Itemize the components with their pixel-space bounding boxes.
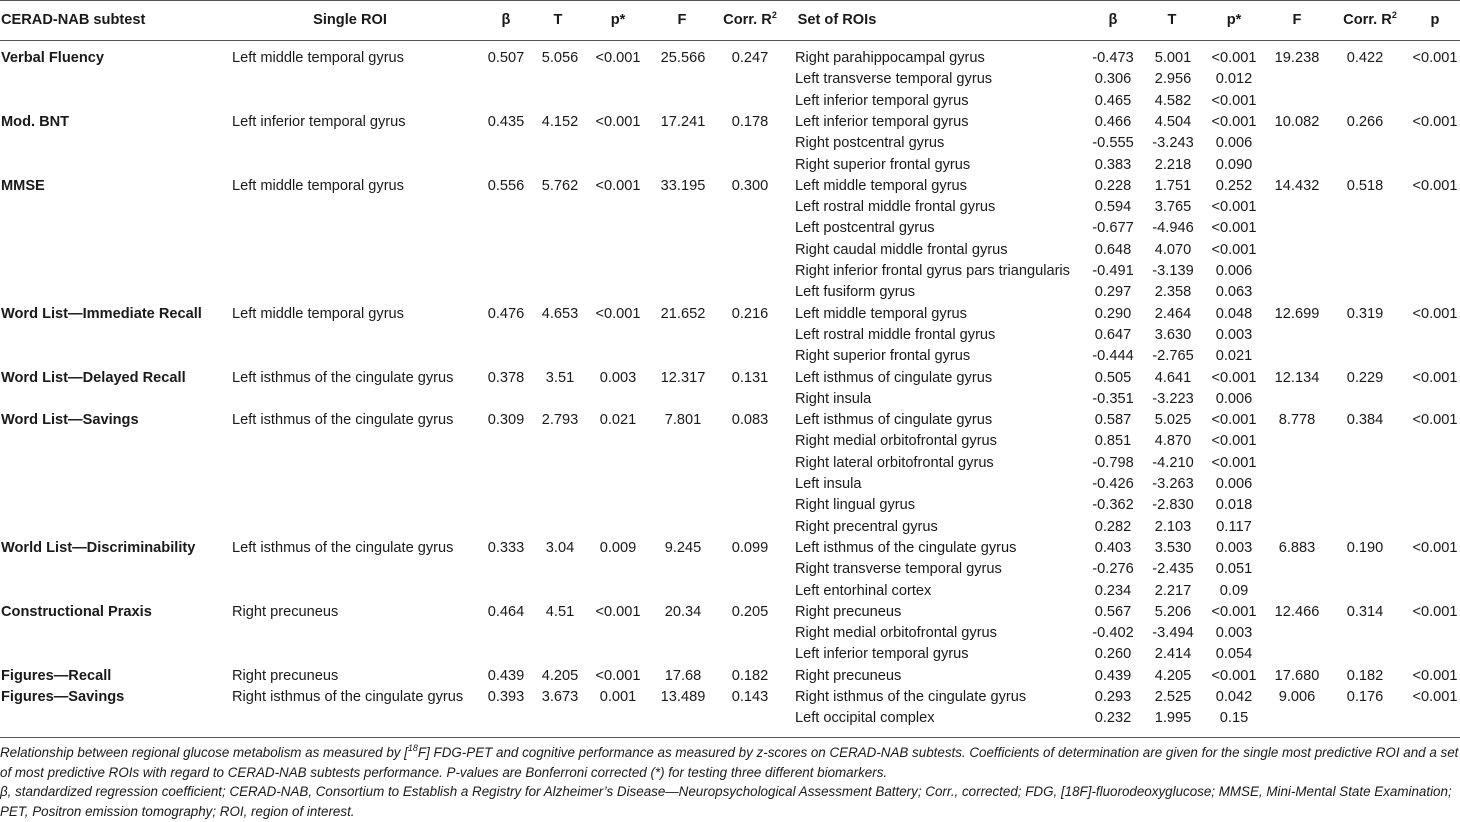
- table-row: [0, 218, 1460, 239]
- header-rule: [0, 40, 1460, 41]
- bottom-rule: [0, 737, 1460, 738]
- cell-p-set-roi: <0.001: [1211, 199, 1257, 216]
- header-p-star: p*: [610, 12, 626, 28]
- cell-set-roi: Left rostral middle frontal gyrus: [795, 199, 996, 216]
- cell-set-roi: Right medial orbitofrontal gyrus: [795, 625, 997, 642]
- header-corr-r2-sup: 2: [771, 10, 777, 20]
- cell-t-set: 5.025: [1154, 412, 1192, 429]
- cell-set-roi: Right precentral gyrus: [795, 518, 938, 535]
- cell-set-roi: Left occipital complex: [795, 710, 935, 727]
- cell-set-roi: Left isthmus of cingulate gyrus: [795, 369, 993, 386]
- cell-beta-set: 0.466: [1094, 113, 1132, 130]
- cell-single-roi: Left middle temporal gyrus: [232, 177, 404, 194]
- cell-t-set: 3.530: [1154, 539, 1192, 556]
- cell-p-set: <0.001: [1412, 305, 1458, 322]
- cell-t-set: 2.358: [1154, 284, 1192, 301]
- cell-beta-set: -0.555: [1092, 135, 1134, 152]
- cell-r2: 0.300: [731, 177, 769, 194]
- cell-beta: 0.333: [487, 539, 525, 556]
- cell-beta-set: -0.276: [1092, 561, 1134, 578]
- cell-t-set: 5.001: [1154, 50, 1192, 66]
- cell-set-roi: Left middle temporal gyrus: [795, 305, 967, 322]
- cell-r2-set: 0.319: [1346, 305, 1384, 322]
- cell-f-set: 12.466: [1274, 603, 1320, 620]
- cell-r2: 0.216: [731, 305, 769, 322]
- table-row: [0, 666, 1460, 687]
- cell-beta-set: 0.439: [1094, 667, 1132, 684]
- cell-beta-set: 0.567: [1094, 603, 1132, 620]
- cell-set-roi: Left rostral middle frontal gyrus: [795, 326, 996, 343]
- table-row: [0, 687, 1460, 708]
- cell-beta: 0.393: [487, 689, 525, 705]
- cell-set-roi: Right inferior frontal gyrus pars triangularis: [795, 263, 1070, 279]
- table-row: [0, 112, 1460, 133]
- cell-set-roi: Left transverse temporal gyrus: [795, 71, 993, 88]
- cell-beta: 0.464: [487, 603, 525, 620]
- cell-beta-set: 0.234: [1094, 582, 1132, 599]
- cell-f: 20.34: [664, 603, 702, 620]
- header-single-roi: Single ROI: [313, 12, 387, 28]
- cell-r2-set: 0.422: [1346, 50, 1384, 66]
- header-f-set: F: [1292, 12, 1302, 28]
- table-header: [0, 2, 1460, 38]
- cell-p-set-roi: 0.15: [1219, 710, 1249, 727]
- cell-subtest: World List—Discriminability: [1, 539, 196, 556]
- header-t-set: T: [1167, 12, 1177, 28]
- header-corr-r2-set: [1343, 2, 1397, 38]
- cell-p-set-roi: <0.001: [1211, 433, 1257, 450]
- table-row: [0, 155, 1460, 176]
- cell-set-roi: Right precuneus: [795, 603, 902, 620]
- cell-t: 3.673: [541, 689, 579, 705]
- cell-p-set-roi: <0.001: [1211, 220, 1257, 237]
- cell-r2: 0.247: [731, 50, 769, 66]
- cell-f-set: 12.699: [1274, 305, 1320, 322]
- cell-p: 0.003: [599, 369, 637, 386]
- header-corr-r2-set-label: Corr. R: [1343, 12, 1392, 28]
- cell-p-set-roi: 0.003: [1215, 326, 1253, 343]
- cell-f: 9.245: [664, 539, 702, 556]
- cell-beta: 0.435: [487, 113, 525, 130]
- cell-set-roi: Left postcentral gyrus: [795, 220, 935, 237]
- cell-t-set: 3.630: [1154, 326, 1192, 343]
- cell-t-set: -4.210: [1152, 454, 1194, 471]
- header-t: T: [553, 12, 563, 28]
- cell-beta-set: 0.260: [1094, 646, 1132, 663]
- cell-t-set: 5.206: [1154, 603, 1192, 620]
- cell-single-roi: Left isthmus of the cingulate gyrus: [232, 412, 454, 429]
- header-corr-r2-label: Corr. R: [723, 12, 772, 28]
- table-row: [0, 644, 1460, 665]
- cell-single-roi: Left middle temporal gyrus: [232, 305, 404, 322]
- cell-t-set: 2.217: [1154, 582, 1192, 599]
- cell-t-set: 4.070: [1154, 241, 1192, 258]
- cell-p-set: <0.001: [1412, 603, 1458, 620]
- cell-p: 0.001: [599, 689, 637, 705]
- cell-p: <0.001: [595, 603, 641, 620]
- cell-t-set: 4.582: [1154, 92, 1192, 109]
- cell-set-roi: Left insula: [795, 476, 862, 492]
- cell-f-set: 9.006: [1278, 689, 1316, 705]
- cell-subtest: Word List—Delayed Recall: [1, 369, 186, 386]
- caption: [0, 743, 1460, 782]
- cell-set-roi: Left entorhinal cortex: [795, 582, 932, 599]
- cell-t: 4.205: [541, 667, 579, 684]
- table-row: [0, 623, 1460, 644]
- cell-r2: 0.182: [731, 667, 769, 684]
- table-row: [0, 176, 1460, 197]
- cell-t-set: 2.525: [1154, 689, 1192, 705]
- cell-beta: 0.378: [487, 369, 525, 386]
- cell-single-roi: Right isthmus of the cingulate gyrus: [232, 689, 464, 705]
- cell-p-set-roi: 0.021: [1215, 348, 1253, 365]
- cell-set-roi: Right precuneus: [795, 667, 902, 684]
- table-row: [0, 91, 1460, 112]
- cell-t: 3.51: [545, 369, 575, 386]
- cell-set-roi: Left inferior temporal gyrus: [795, 113, 969, 130]
- table-notes: [0, 743, 1460, 821]
- cell-r2-set: 0.176: [1346, 689, 1384, 705]
- table-row: [0, 346, 1460, 367]
- table-row: [0, 304, 1460, 325]
- cell-f: 12.317: [660, 369, 706, 386]
- table-row: [0, 517, 1460, 538]
- cell-t-set: 2.956: [1154, 71, 1192, 88]
- cell-p-set-roi: 0.09: [1219, 582, 1249, 599]
- cell-p-set-roi: <0.001: [1211, 603, 1257, 620]
- cell-subtest: Word List—Immediate Recall: [1, 305, 202, 322]
- cell-p-set-roi: 0.003: [1215, 625, 1253, 642]
- cell-r2-set: 0.518: [1346, 177, 1384, 194]
- cell-p-set-roi: 0.006: [1215, 390, 1253, 407]
- cell-p-set: <0.001: [1412, 689, 1458, 705]
- cell-p-set-roi: 0.051: [1215, 561, 1253, 578]
- cell-single-roi: Left middle temporal gyrus: [232, 50, 404, 66]
- cell-p-set: <0.001: [1412, 50, 1458, 66]
- cell-t: 5.056: [541, 50, 579, 66]
- cell-t-set: 2.464: [1154, 305, 1192, 322]
- cell-subtest: MMSE: [1, 177, 45, 194]
- cell-p-set: <0.001: [1412, 369, 1458, 386]
- cell-t-set: 1.995: [1154, 710, 1192, 727]
- table-row: [0, 69, 1460, 90]
- cell-p-set: <0.001: [1412, 667, 1458, 684]
- cell-single-roi: Left inferior temporal gyrus: [232, 113, 406, 130]
- cell-t-set: 4.641: [1154, 369, 1192, 386]
- cell-f: 25.566: [660, 50, 706, 66]
- cell-t-set: -2.830: [1152, 497, 1194, 514]
- cell-set-roi: Right lingual gyrus: [795, 497, 916, 514]
- cell-p-set-roi: 0.012: [1215, 71, 1253, 88]
- cell-beta-set: -0.798: [1092, 454, 1134, 471]
- cell-subtest: Word List—Savings: [1, 412, 139, 429]
- cell-p-set-roi: 0.090: [1215, 156, 1253, 173]
- cell-set-roi: Left inferior temporal gyrus: [795, 646, 969, 663]
- cell-beta-set: 0.851: [1094, 433, 1132, 450]
- cell-r2: 0.143: [731, 689, 769, 705]
- table-row: [0, 602, 1460, 623]
- cell-beta: 0.556: [487, 177, 525, 194]
- cell-f-set: 19.238: [1274, 50, 1320, 66]
- cell-subtest: Figures—Savings: [1, 689, 125, 705]
- cell-p: 0.021: [599, 412, 637, 429]
- cell-t-set: -2.765: [1152, 348, 1194, 365]
- table-row: [0, 261, 1460, 282]
- cell-p: <0.001: [595, 177, 641, 194]
- cell-beta-set: -0.677: [1092, 220, 1134, 237]
- table-row: [0, 133, 1460, 154]
- cell-beta-set: -0.444: [1092, 348, 1134, 365]
- cell-beta: 0.507: [487, 50, 525, 66]
- cell-set-roi: Left isthmus of cingulate gyrus: [795, 412, 993, 429]
- cell-set-roi: Left isthmus of the cingulate gyrus: [795, 539, 1017, 556]
- cell-t-set: -3.139: [1152, 263, 1194, 279]
- cell-single-roi: Right precuneus: [232, 603, 339, 620]
- cell-set-roi: Right transverse temporal gyrus: [795, 561, 1002, 578]
- cell-t: 2.793: [541, 412, 579, 429]
- cell-beta-set: -0.491: [1092, 263, 1134, 279]
- cell-set-roi: Right postcentral gyrus: [795, 135, 945, 152]
- cell-p: <0.001: [595, 113, 641, 130]
- abbreviations: β, standardized regression coefficient; CERAD-NAB, Consortium to Establish a Registry for Alzheimer’s Disease—Neuropsychological Assessment Battery; Corr., corrected; FDG, [18F]-fluorodeoxyglucose; MMSE, Mini-Mental State Examination; PET, Positron emission tomography; ROI, region of interest.: [0, 784, 1452, 819]
- cell-r2-set: 0.190: [1346, 539, 1384, 556]
- cell-t-set: -3.223: [1152, 390, 1194, 407]
- cell-beta-set: 0.290: [1094, 305, 1132, 322]
- cell-beta-set: 0.228: [1094, 177, 1132, 194]
- cell-r2-set: 0.314: [1346, 603, 1384, 620]
- cell-t-set: 1.751: [1154, 177, 1192, 194]
- cell-f-set: 6.883: [1278, 539, 1316, 556]
- cell-t-set: 2.103: [1154, 518, 1192, 535]
- cell-t-set: -2.435: [1152, 561, 1194, 578]
- cell-beta-set: 0.293: [1094, 689, 1132, 705]
- cell-single-roi: Right precuneus: [232, 667, 339, 684]
- cell-t-set: -3.263: [1152, 476, 1194, 492]
- table-row: [0, 282, 1460, 303]
- top-rule: [0, 0, 1460, 1]
- table-row: [0, 368, 1460, 389]
- cell-p-set-roi: 0.042: [1215, 689, 1253, 705]
- cell-t: 4.152: [541, 113, 579, 130]
- cell-t: 5.762: [541, 177, 579, 194]
- cell-t-set: 3.765: [1154, 199, 1192, 216]
- cell-p-set: <0.001: [1412, 113, 1458, 130]
- cell-f-set: 14.432: [1274, 177, 1320, 194]
- cell-p: <0.001: [595, 667, 641, 684]
- cell-set-roi: Left middle temporal gyrus: [795, 177, 967, 194]
- header-corr-r2-set-sup: 2: [1391, 10, 1397, 20]
- header-corr-r2: [723, 2, 777, 38]
- cell-p: <0.001: [595, 305, 641, 322]
- cell-p-set-roi: 0.117: [1216, 518, 1252, 535]
- cell-r2: 0.205: [731, 603, 769, 620]
- cell-p-set-roi: 0.003: [1215, 539, 1253, 556]
- cell-beta-set: -0.473: [1092, 50, 1134, 66]
- cell-t-set: 2.414: [1154, 646, 1192, 663]
- cell-f: 21.652: [660, 305, 706, 322]
- cell-beta: 0.439: [487, 667, 525, 684]
- table-row: [0, 197, 1460, 218]
- cell-p-set-roi: 0.006: [1215, 135, 1253, 152]
- cell-r2-set: 0.384: [1346, 412, 1384, 429]
- table-row: [0, 708, 1460, 729]
- cell-p-set-roi: 0.054: [1215, 646, 1253, 663]
- cell-p-set-roi: 0.018: [1215, 497, 1253, 514]
- cell-t-set: 2.218: [1154, 156, 1192, 173]
- cell-t-set: -3.494: [1152, 625, 1194, 642]
- cell-set-roi: Right superior frontal gyrus: [795, 156, 971, 173]
- cell-r2: 0.083: [731, 412, 769, 429]
- cell-f: 33.195: [660, 177, 706, 194]
- cell-t-set: -4.946: [1152, 220, 1194, 237]
- caption-sup: 18: [407, 743, 418, 753]
- header-beta-set: β: [1108, 12, 1118, 28]
- caption-part2: F] FDG-PET and cognitive performance as measured by z-scores on CERAD-NAB subtests. Coefficients of determination are given for the single most predictive ROI and a set of most predictive ROIs with regard to CERAD-NAB subtests performance. P-values are Bonferroni corrected (*) for testing three different biomarkers.: [0, 745, 1459, 780]
- cell-subtest: Figures—Recall: [1, 667, 112, 684]
- table-row: [0, 431, 1460, 452]
- cell-beta-set: 0.465: [1094, 92, 1132, 109]
- cell-set-roi: Left inferior temporal gyrus: [795, 92, 969, 109]
- cell-r2-set: 0.229: [1346, 369, 1384, 386]
- cell-beta-set: 0.297: [1094, 284, 1132, 301]
- cell-set-roi: Right isthmus of the cingulate gyrus: [795, 689, 1027, 705]
- cell-p-set-roi: <0.001: [1211, 50, 1257, 66]
- table-row: [0, 48, 1460, 69]
- cell-p-set-roi: 0.252: [1215, 177, 1253, 194]
- cell-p-set-roi: <0.001: [1211, 667, 1257, 684]
- header-f: F: [677, 12, 687, 28]
- cell-beta-set: 0.403: [1094, 539, 1132, 556]
- cell-p-set: <0.001: [1412, 177, 1458, 194]
- cell-beta-set: 0.505: [1094, 369, 1132, 386]
- cell-t: 4.653: [541, 305, 579, 322]
- cell-beta: 0.476: [487, 305, 525, 322]
- cell-subtest: Verbal Fluency: [1, 50, 105, 66]
- cell-f-set: 8.778: [1278, 412, 1316, 429]
- cell-t: 4.51: [545, 603, 575, 620]
- cell-set-roi: Right medial orbitofrontal gyrus: [795, 433, 997, 450]
- cell-f: 17.241: [660, 113, 706, 130]
- cell-p: <0.001: [595, 50, 641, 66]
- cell-set-roi: Right parahippocampal gyrus: [795, 50, 985, 66]
- cell-p-set-roi: <0.001: [1211, 412, 1257, 429]
- header-subtest: CERAD-NAB subtest: [1, 12, 146, 28]
- cell-single-roi: Left isthmus of the cingulate gyrus: [232, 369, 454, 386]
- cell-beta-set: 0.594: [1094, 199, 1132, 216]
- cell-beta-set: 0.282: [1094, 518, 1132, 535]
- cell-beta-set: 0.647: [1094, 326, 1132, 343]
- cell-beta-set: -0.362: [1092, 497, 1134, 514]
- cell-beta-set: 0.306: [1094, 71, 1132, 88]
- cell-p-set-roi: <0.001: [1211, 241, 1257, 258]
- cell-beta-set: 0.232: [1094, 710, 1132, 727]
- cell-t: 3.04: [545, 539, 575, 556]
- table-row: [0, 453, 1460, 474]
- cell-p-set-roi: <0.001: [1211, 113, 1257, 130]
- cell-beta-set: 0.587: [1094, 412, 1132, 429]
- cell-p-set-roi: 0.006: [1215, 476, 1253, 492]
- cell-r2: 0.099: [731, 539, 769, 556]
- cell-p-set-roi: <0.001: [1211, 454, 1257, 471]
- cell-f: 7.801: [664, 412, 702, 429]
- table-row: [0, 410, 1460, 431]
- cell-t-set: -3.243: [1152, 135, 1194, 152]
- cell-f-set: 10.082: [1274, 113, 1320, 130]
- cell-single-roi: Left isthmus of the cingulate gyrus: [232, 539, 454, 556]
- table-row: [0, 474, 1460, 495]
- cell-beta-set: 0.648: [1094, 241, 1132, 258]
- caption-part1: Relationship between regional glucose metabolism as measured by [: [0, 745, 408, 760]
- cell-beta-set: -0.426: [1092, 476, 1134, 492]
- cell-p-set-roi: 0.048: [1215, 305, 1253, 322]
- cell-set-roi: Right superior frontal gyrus: [795, 348, 971, 365]
- table-row: [0, 581, 1460, 602]
- cell-r2-set: 0.182: [1346, 667, 1384, 684]
- cell-t-set: 4.504: [1154, 113, 1192, 130]
- cell-set-roi: Right insula: [795, 390, 872, 407]
- cell-f: 17.68: [664, 667, 702, 684]
- cell-t-set: 4.205: [1154, 667, 1192, 684]
- cell-subtest: Mod. BNT: [1, 113, 70, 130]
- table-row: [0, 559, 1460, 580]
- cell-f-set: 17.680: [1274, 667, 1320, 684]
- header-p-set: p: [1430, 12, 1440, 28]
- cell-p: 0.009: [599, 539, 637, 556]
- table-row: [0, 389, 1460, 410]
- cell-subtest: Constructional Praxis: [1, 603, 152, 620]
- cell-beta-set: -0.402: [1092, 625, 1134, 642]
- cell-p-set: <0.001: [1412, 539, 1458, 556]
- cell-r2: 0.178: [731, 113, 769, 130]
- cell-f: 13.489: [660, 689, 706, 705]
- cell-p-set-roi: <0.001: [1211, 92, 1257, 109]
- table-row: [0, 240, 1460, 261]
- cell-p-set-roi: <0.001: [1211, 369, 1257, 386]
- cell-p-set-roi: 0.063: [1215, 284, 1253, 301]
- cell-beta-set: 0.383: [1094, 156, 1132, 173]
- cell-p-set-roi: 0.006: [1215, 263, 1253, 279]
- cell-beta: 0.309: [487, 412, 525, 429]
- cell-r2: 0.131: [731, 369, 769, 386]
- header-p-star-set: p*: [1226, 12, 1242, 28]
- cell-p-set: <0.001: [1412, 412, 1458, 429]
- table-row: [0, 538, 1460, 559]
- cell-r2-set: 0.266: [1346, 113, 1384, 130]
- cell-set-roi: Right lateral orbitofrontal gyrus: [795, 454, 994, 471]
- table-row: [0, 495, 1460, 516]
- cell-t-set: 4.870: [1154, 433, 1192, 450]
- cell-set-roi: Left fusiform gyrus: [795, 284, 916, 301]
- header-beta: β: [501, 12, 511, 28]
- table-row: [0, 325, 1460, 346]
- cell-beta-set: -0.351: [1092, 390, 1134, 407]
- header-set-of-rois: Set of ROIs: [797, 12, 877, 28]
- cell-set-roi: Right caudal middle frontal gyrus: [795, 241, 1008, 258]
- cell-f-set: 12.134: [1274, 369, 1320, 386]
